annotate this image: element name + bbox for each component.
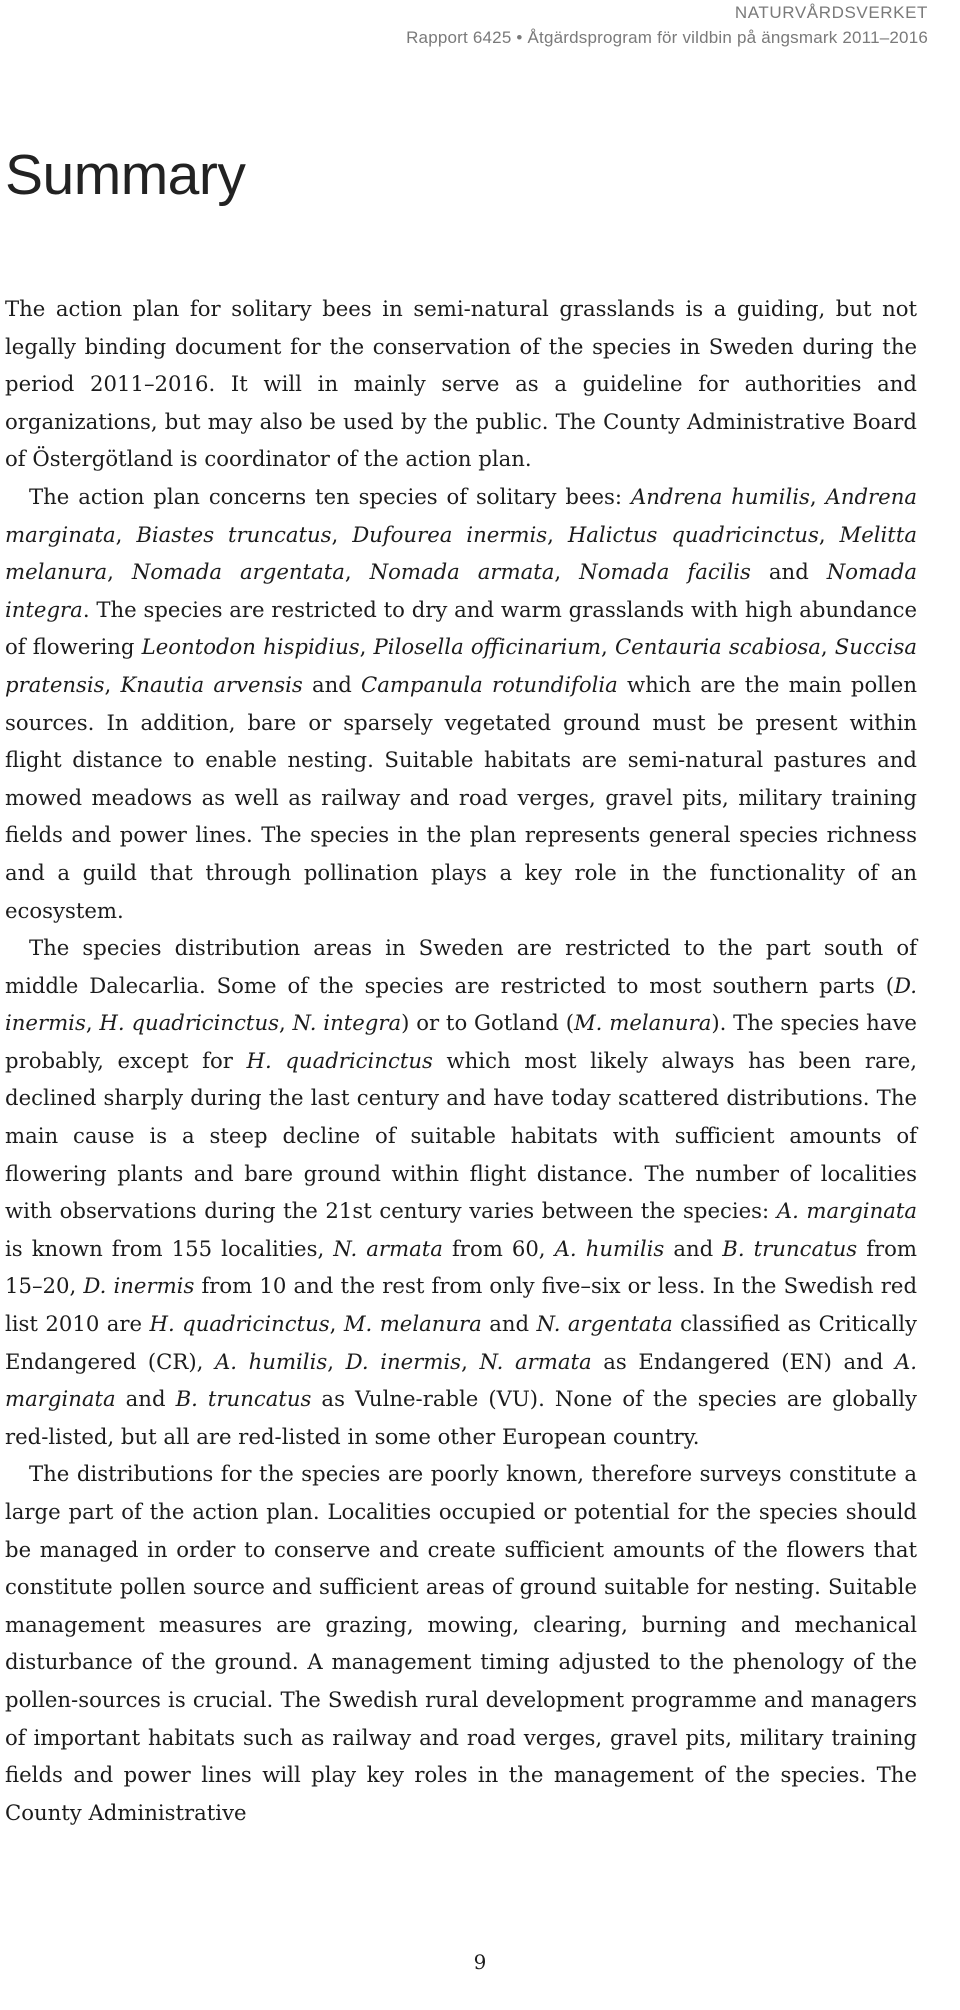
text-run: ,	[554, 559, 580, 585]
text-run: ,	[85, 1010, 100, 1036]
species-name: Andrena marginata	[5, 483, 917, 547]
species-name: N. armata	[479, 1348, 592, 1374]
text-run: ) or to Gotland (	[401, 1010, 574, 1036]
species-name: N. integra	[292, 1010, 402, 1036]
text-run: and	[302, 671, 361, 697]
text-run: ,	[331, 521, 353, 547]
text-run: from 15–20,	[5, 1235, 918, 1299]
species-name: H. quadricinctus	[99, 1010, 279, 1036]
text-run: which most likely always has been rare, declined sharply during the last century and have today scattered distributions. The main cause is a steep decline of suitable habitats with sufficient amounts of flowering plants and bare ground within flight distance. The number of localities with observations during the 21st century varies between the species:	[5, 1047, 917, 1224]
paragraph-4	[5, 1455, 917, 1831]
species-name: Halictus quadricinctus	[567, 521, 819, 547]
species-name: A. marginata	[5, 1348, 917, 1412]
text-run: as Vulne-rable (VU). None of the species are globally red-listed, but all are red-listed in some other European country.	[5, 1386, 917, 1449]
text-run: from 60,	[442, 1235, 555, 1261]
text-run: which are the main pollen sources. In addition, bare or sparsely vegetated ground must be present within flight distance to enable nesting. Suitable habitats are semi-natural pastures and mowed meadows as well as railway and road verges, gravel pits, military training fields and power lines. The species in the plan represents general species richness and a guild that through pollination plays a key role in the functionality of an ecosystem.	[5, 671, 917, 923]
text-run: ,	[547, 521, 568, 547]
species-name: Knautia arvensis	[120, 671, 303, 697]
species-name: A. humilis	[554, 1235, 665, 1261]
text-run: and	[481, 1311, 537, 1337]
text-run: ,	[344, 559, 370, 585]
species-name: Melitta melanura	[5, 521, 917, 585]
species-name: Biastes truncatus	[136, 521, 332, 547]
page-number: 9	[473, 1950, 487, 1974]
species-name: H. quadricinctus	[246, 1047, 433, 1073]
species-name: Succisa pratensis	[5, 634, 917, 697]
species-name: N. armata	[333, 1235, 443, 1261]
species-name: Nomada facilis	[579, 559, 751, 585]
text-run: as Endangered (EN) and	[591, 1348, 895, 1374]
species-name: B. truncatus	[175, 1386, 312, 1412]
species-name: Pilosella officinarium	[373, 634, 602, 660]
text-run: ,	[820, 634, 835, 660]
text-run: . The species are restricted to dry and warm grasslands with high abundance of flowering	[5, 596, 917, 660]
species-name: A. marginata	[776, 1198, 917, 1224]
species-name: H. quadricinctus	[149, 1311, 330, 1337]
species-name: Nomada integra	[5, 559, 917, 622]
species-name: M. melanura	[343, 1311, 482, 1337]
species-name: Andrena humilis	[630, 483, 810, 509]
summary-body	[5, 290, 917, 1831]
text-run: ,	[359, 634, 374, 660]
text-run: ,	[115, 521, 137, 547]
text-run: and	[750, 559, 827, 585]
text-run: ,	[104, 671, 121, 697]
species-name: D. inermis	[345, 1348, 462, 1374]
species-name: Leontodon hispidius	[141, 634, 360, 660]
report-line: Rapport 6425 • Åtgärdsprogram för vildbin på ängsmark 2011–2016	[406, 28, 928, 47]
running-header	[406, 0, 928, 50]
species-name: Centauria scabiosa	[614, 634, 821, 660]
species-name: D. inermis	[5, 972, 917, 1036]
species-name: M. melanura	[573, 1010, 712, 1036]
text-run: The action plan for solitary bees in semi-natural grasslands is a guiding, but not legally binding document for the conservation of the species in Sweden during the period 2011–2016. It will in mainly serve as a guideline for authorities and organizations, but may also be used by the public. The County Administrative Board of Östergötland is coordinator of the action plan.	[5, 296, 917, 472]
text-run: and	[664, 1235, 723, 1261]
text-run: and	[115, 1386, 176, 1412]
text-run: classified as Critically Endangered (CR),	[5, 1311, 918, 1374]
text-run: is known from 155 localities,	[5, 1235, 334, 1261]
text-run: ,	[107, 559, 132, 585]
species-name: A. humilis	[214, 1348, 328, 1374]
species-name: D. inermis	[83, 1273, 195, 1299]
text-run: ,	[818, 521, 840, 547]
species-name: B. truncatus	[722, 1235, 858, 1261]
species-name: Campanula rotundifolia	[360, 671, 618, 697]
text-run: The distributions for the species are poorly known, therefore surveys constitute a large part of the action plan. Localities occupied or potential for the species should be managed in order to conserve and create sufficient amounts of the flowers that constitute pollen source and sufficient areas of ground suitable for nesting. Suitable management measures are grazing, mowing, clearing, burning and mechanical disturbance of the ground. A management timing adjusted to the phenology of the pollen-sources is crucial. The Swedish rural development programme and managers of important habitats such as railway and road verges, gravel pits, military training fields and power lines will play key roles in the management of the species. The County Administrative	[5, 1461, 917, 1825]
page-title: Summary	[5, 143, 246, 207]
paragraph-2	[5, 478, 917, 929]
paragraph-3	[5, 929, 917, 1455]
text-run: ,	[809, 483, 826, 509]
text-run: ,	[461, 1348, 480, 1374]
text-run: from 10 and the rest from only five–six or less. In the Swedish red list 2010 are	[5, 1273, 918, 1337]
text-run: The species distribution areas in Sweden are restricted to the part south of middle Dalecarlia. Some of the species are restricted to most southern parts (	[5, 935, 917, 998]
text-run: ,	[601, 634, 615, 660]
text-run: ,	[278, 1010, 293, 1036]
species-name: Dufourea inermis	[352, 521, 548, 547]
text-run: ,	[327, 1348, 346, 1374]
species-name: Nomada argentata	[131, 559, 345, 585]
species-name: N. argentata	[536, 1311, 673, 1337]
text-run: ). The species have probably, except for	[5, 1010, 917, 1073]
publisher-name: NATURVÅRDSVERKET	[734, 3, 928, 22]
species-name: Nomada armata	[369, 559, 555, 585]
paragraph-1	[5, 290, 917, 478]
text-run: The action plan concerns ten species of solitary bees:	[29, 483, 631, 509]
text-run: ,	[329, 1311, 344, 1337]
